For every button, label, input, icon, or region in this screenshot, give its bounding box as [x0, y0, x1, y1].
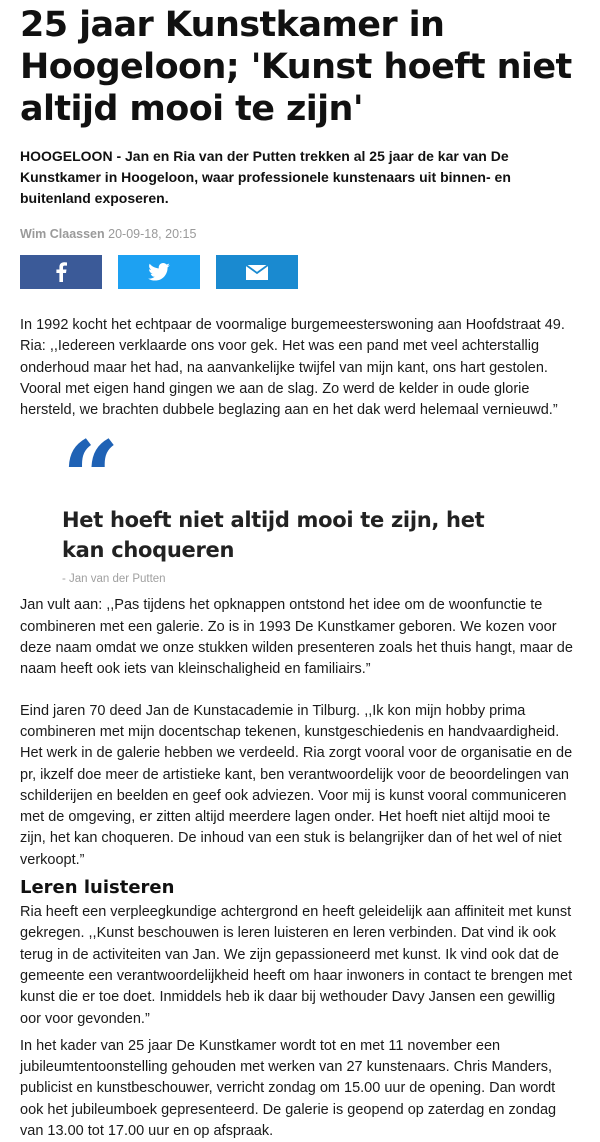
share-email-button[interactable] [216, 255, 298, 289]
quote-mark-icon: “ [62, 419, 114, 538]
article-meta [20, 227, 580, 241]
paragraph-1: In 1992 kocht het echtpaar de voormalige burgemeesterswoning aan Hoofdstraat 49. Ria: ,,Iedereen verklaarde ons voor gek. Het was een pand met veel achterstallig onderhoud maar het had, na aanvankelijke twijfel van mijn kant, ons hart gestolen. Vooral met eigen hand gingen we aan de slag. Zo werd de kelder in oude glorie hersteld, we brachten dubbele beglazing aan en het dak werd helemaal vernieuwd.” [20, 317, 565, 419]
quote-author: - Jan van der Putten [62, 573, 166, 586]
author-name[interactable]: Wim Claassen [20, 227, 105, 241]
article-title: 25 jaar Kunstkamer in Hoogeloon; 'Kunst hoeft niet altijd mooi te zijn' [20, 5, 572, 129]
mail-icon [246, 265, 268, 280]
paragraph-2: Jan vult aan: ,,Pas tijdens het opknappen ontstond het idee om de woonfunctie te combineren met een galerie. Zo is in 1993 De Kunstkamer geboren. We kozen voor deze naam omdat we onze stukken wilden presenteren zoals het thuis hangt, maar de naam heeft ook iets van kleinschaligheid en familiairs.” [20, 597, 573, 678]
facebook-icon [55, 262, 67, 282]
paragraph-4: Ria heeft een verpleegkundige achtergrond en heeft geleidelijk aan affiniteit met kunst gekregen. ,,Kunst beschouwen is leren luisteren en leren verbinden. Dat vind ik ook terug in de activiteiten van Jan. We zijn gepassioneerd met kunst. Ik vind ook dat de gemeente een verantwoordelijkheid heeft om haar inwoners in contact te brengen met kunst die er toe doet. Inmiddels heb ik daar bij wethouder Davy Jansen een gewillig oor voor gevonden.” [20, 904, 573, 1027]
paragraph-3: Eind jaren 70 deed Jan de Kunstacademie in Tilburg. ,,Ik kon mijn hobby prima combineren met mijn docentschap tekenen, kunstgeschiedenis en handvaardigheid. Het werk in de galerie hebben we verdeeld. Ria zorgt vooral voor de organisatie en de pr, ikzelf doe meer de artistieke kant, ben verantwoordelijk voor de beoordelingen van schilderijen en beelden en geef ook adviezen. Voor mij is kunst vooral communiceren met de omgeving, er zitten altijd meerdere lagen onder. Het hoeft niet altijd mooi te zijn, het kan choqueren. De inhoud van een stuk is belangrijker dan of het wel of niet verkoopt.” [20, 702, 573, 868]
share-bar [20, 255, 580, 289]
article-intro: HOOGELOON - Jan en Ria van der Putten trekken al 25 jaar de kar van De Kunstkamer in Hoogeloon, waar professionele kunstenaars uit binnen- en buitenland exposeren. [20, 148, 511, 206]
share-twitter-button[interactable] [118, 255, 200, 289]
share-facebook-button[interactable] [20, 255, 102, 289]
publish-date: 20-09-18, 20:15 [108, 227, 197, 241]
subheading: Leren luisteren [20, 877, 175, 899]
paragraph-5: In het kader van 25 jaar De Kunstkamer wordt tot en met 11 november een jubileumtentoonstelling gehouden met werken van 27 kunstenaars. Chris Manders, publicist en kunstbeschouwer, verricht zondag om 15.00 uur de opening. Dan wordt ook het jubileumboek gepresenteerd. De galerie is geopend op zaterdag en zondag van 13.00 tot 17.00 uur en op afspraak. [20, 1037, 557, 1140]
quote-text: Het hoeft niet altijd mooi te zijn, het kan choqueren [62, 508, 485, 563]
pull-quote [62, 419, 532, 586]
twitter-icon [148, 263, 170, 281]
